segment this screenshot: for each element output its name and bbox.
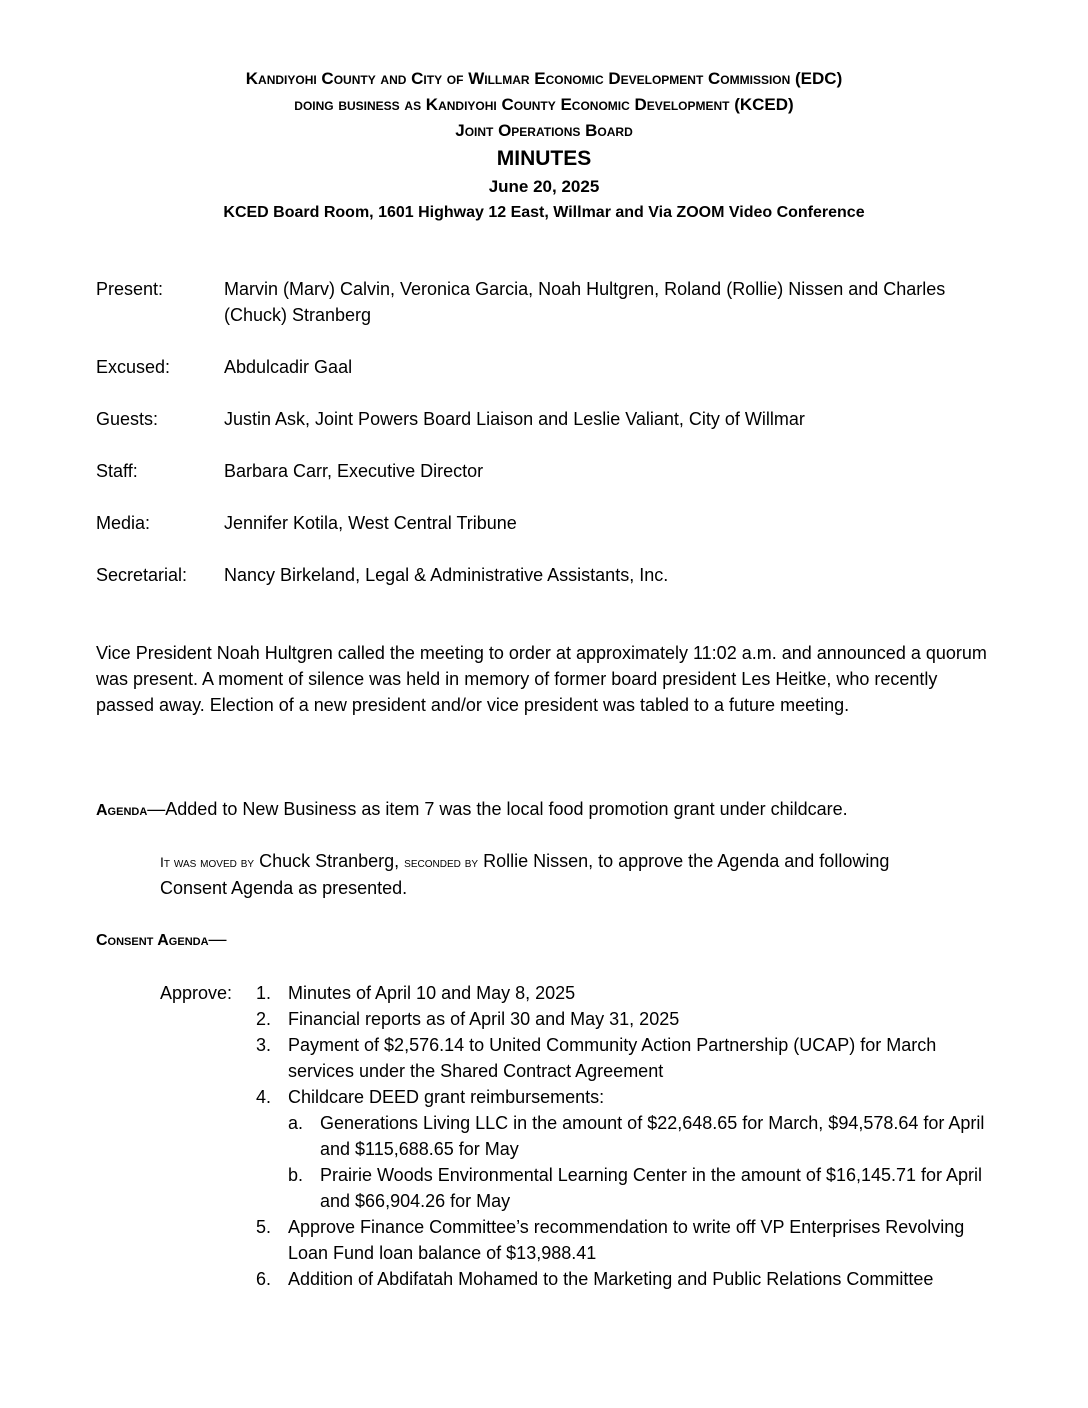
moved-by-label: It was moved by [160,854,255,870]
attendance-label: Staff: [96,461,138,481]
sub-item-letter: b. [288,1165,304,1185]
attendance-row-present [96,276,996,328]
seconded-by-label: seconded by [404,854,479,870]
consent-items [256,980,996,1292]
item-number: 4. [256,1087,272,1107]
attendance-value: Jennifer Kotila, West Central Tribune [224,513,517,533]
sub-list-item [288,1110,996,1162]
sub-item-text: Prairie Woods Environmental Learning Center in the amount of $16,145.71 for April and $66,904.26 for May [320,1165,983,1211]
motion-text: Rollie Nissen, to approve the Agenda and following Consent Agenda as presented. [160,851,890,898]
attendance-value: Abdulcadir Gaal [224,357,353,377]
list-item [256,1266,996,1292]
document-title: MINUTES [496,147,592,170]
item-text: Financial reports as of April 30 and May 31, 2025 [288,1009,680,1029]
call-to-order-paragraph: Vice President Noah Hultgren called the meeting to order at approximately 11:02 a.m. and announced a quorum was present. A moment of silence was held in memory of former board president Les Heitke, who recently passed away. Election of a new president and/or vice president was tabled to a future meeting. [96,643,987,715]
list-item [256,980,996,1006]
attendance-row-guests [96,406,996,432]
attendance-value: Nancy Birkeland, Legal & Administrative Assistants, Inc. [224,565,669,585]
attendance-label: Guests: [96,409,159,429]
agenda-heading: Agenda [96,802,148,819]
attendance-row-media [96,510,996,536]
item-text: Childcare DEED grant reimbursements: [288,1087,605,1107]
attendance-label: Secretarial: [96,565,188,585]
agenda-text: Added to New Business as item 7 was the local food promotion grant under childcare. [165,799,848,819]
attendance-label: Present: [96,279,164,299]
item-text: Payment of $2,576.14 to United Community Action Partnership (UCAP) for March services under the Shared Contract Agreement [288,1035,937,1081]
meeting-date: June 20, 2025 [488,177,600,196]
list-item [256,1214,996,1266]
attendance-value: Barbara Carr, Executive Director [224,461,484,481]
approve-label: Approve: [160,983,233,1003]
item-number: 3. [256,1035,272,1055]
sub-list-item [288,1162,996,1214]
attendance-value: Justin Ask, Joint Powers Board Liaison and Leslie Valiant, City of Willmar [224,409,805,429]
document-header [0,66,1088,226]
motion-paragraph [160,848,920,901]
consent-agenda-heading-line [96,926,227,954]
mover-name: Chuck Stranberg, [254,851,405,871]
item-number: 1. [256,983,272,1003]
attendance-row-staff [96,458,996,484]
attendance-row-excused [96,354,996,380]
sub-item-text: Generations Living LLC in the amount of $22,648.65 for March, $94,578.64 for April and $115,688.65 for May [320,1113,985,1159]
item-number: 2. [256,1009,272,1029]
consent-agenda-heading: Consent Agenda [96,932,209,949]
attendance-list [96,276,996,614]
item-number: 5. [256,1217,272,1237]
item-text: Approve Finance Committee’s recommendation to write off VP Enterprises Revolving Loan Fund loan balance of $13,988.41 [288,1217,965,1263]
meeting-location: KCED Board Room, 1601 Highway 12 East, Willmar and Via ZOOM Video Conference [223,204,865,221]
attendance-label: Media: [96,513,151,533]
consent-agenda-dash: — [208,929,227,949]
item-text: Addition of Abdifatah Mohamed to the Marketing and Public Relations Committee [288,1269,934,1289]
list-item [256,1006,996,1032]
item-text: Minutes of April 10 and May 8, 2025 [288,983,576,1003]
agenda-dash: — [147,799,166,819]
list-item [256,1032,996,1084]
board-name: Joint Operations Board [455,121,633,140]
sub-item-letter: a. [288,1113,304,1133]
agenda-paragraph [96,796,996,824]
attendance-value: Marvin (Marv) Calvin, Veronica Garcia, Noah Hultgren, Roland (Rollie) Nissen and Charles (Chuck) Stranberg [224,279,946,325]
item-number: 6. [256,1269,272,1289]
org-title-line: Kandiyohi County and City of Willmar Economic Development Commission (EDC) [245,69,843,88]
attendance-label: Excused: [96,357,171,377]
dba-line: doing business as Kandiyohi County Economic Development (KCED) [294,95,794,114]
attendance-row-secretarial [96,562,996,588]
list-item [256,1084,996,1110]
